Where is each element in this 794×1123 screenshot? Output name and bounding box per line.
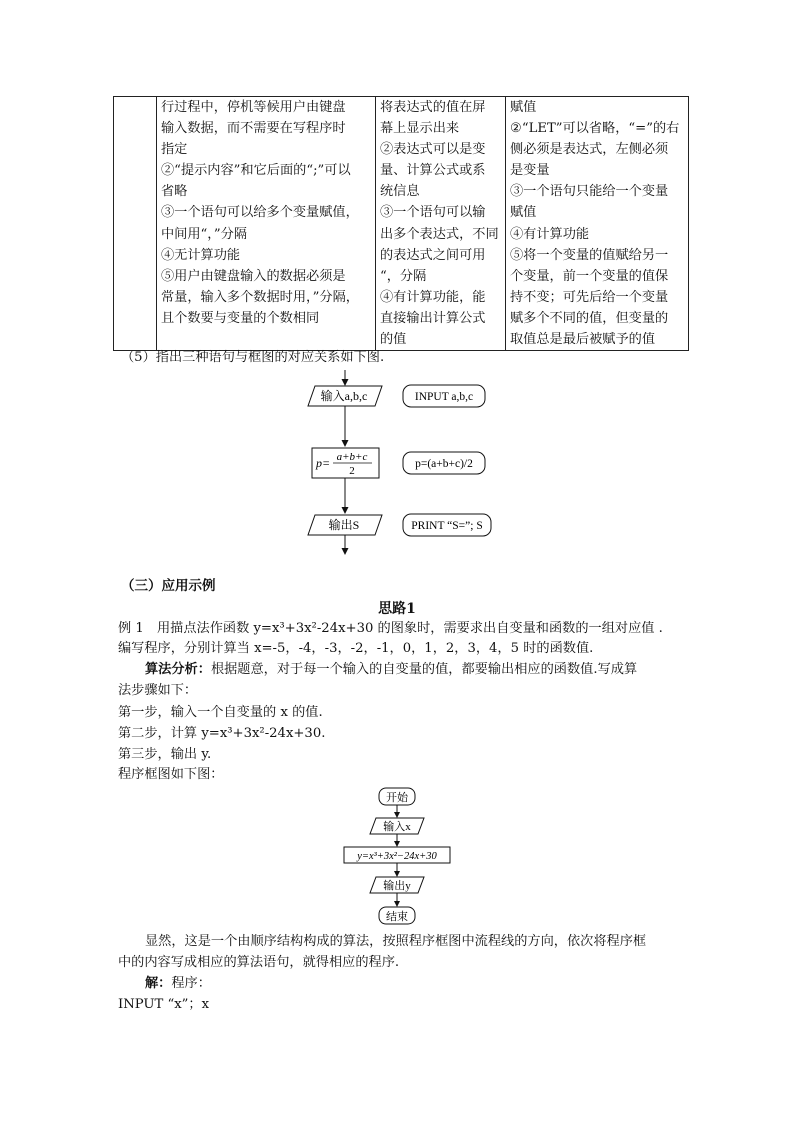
cell-line: 常量，输入多个数据时用，”分隔， <box>161 289 359 305</box>
cell-line: ③一个语句只能给一个变量 <box>510 184 669 200</box>
cell-line: ③一个语句可以给多个变量赋值， <box>161 205 359 221</box>
cell-line: 且个数要与变量的个数相同 <box>161 310 320 326</box>
cell-line: 出多个表达式，不同 <box>380 226 499 242</box>
cell-line: ⑤将一个变量的值赋给另一 <box>510 247 669 263</box>
cell-line: 指定 <box>161 142 188 158</box>
solution-label: 解： <box>145 976 172 991</box>
input-label: 输入x <box>383 821 411 833</box>
chart-intro: 程序框图如下图： <box>118 767 224 782</box>
input-box-label: 输入a,b,c <box>320 389 368 403</box>
analysis-label: 算法分析： <box>145 662 211 677</box>
cell-line: 量、计算公式或系 <box>380 163 486 179</box>
step1: 第一步，输入一个自变量的 x 的值. <box>118 705 323 720</box>
cell-line: 赋多个不同的值，但变量的 <box>510 310 669 326</box>
table-cell-empty <box>114 97 157 351</box>
assign-statement: p=(a+b+c)/2 <box>415 458 473 470</box>
analysis-text: 根据题意，对于每一个输入的自变量的值，都要输出相应的函数值.写成算 <box>210 662 638 677</box>
calc-lhs: p= <box>316 456 331 470</box>
cell-line: ⑤用户由键盘输入的数据必须是 <box>161 268 346 284</box>
analysis-line <box>145 660 637 680</box>
statement-comparison-table <box>113 96 689 351</box>
table-cell-input-notes <box>157 97 376 351</box>
table-row <box>114 97 689 351</box>
cell-line: “，分隔 <box>380 268 427 284</box>
input-statement: INPUT a,b,c <box>414 391 474 403</box>
cell-line: ③一个语句可以输 <box>380 205 486 221</box>
output-box-label: 输出S <box>328 518 360 532</box>
cell-line: 中间用“，”分隔 <box>161 226 248 242</box>
program-flowchart <box>336 784 456 929</box>
example-line1: 例 1 用描点法作函数 y=x³+3x²-24x+30 的图象时，需要求出自变量和函数的一组对应值 . <box>118 621 663 636</box>
cell-line: ②“LET”可以省略，“=”的右 <box>510 121 680 137</box>
cell-line: 赋值 <box>510 205 537 221</box>
cell-line: ④无计算功能 <box>161 247 241 263</box>
table-cell-assign-notes <box>506 97 689 351</box>
cell-line: 赋值 <box>510 100 537 115</box>
cell-line: 个变量，前一个变量的值保 <box>510 268 669 284</box>
cell-line: 是变量 <box>510 163 550 179</box>
cell-line: 统信息 <box>380 184 420 200</box>
cell-line: 的表达式之间可用 <box>380 247 486 263</box>
cell-line: 持不变；可先后给一个变量 <box>510 289 669 305</box>
cell-line: ②“提示内容”和它后面的“;”可以 <box>161 163 351 179</box>
cell-line: ②表达式可以是变 <box>380 142 486 158</box>
step2: 第二步，计算 y=x³+3x²-24x+30. <box>118 726 326 741</box>
idea-title: 思路1 <box>378 601 416 617</box>
code-line1: INPUT “x”；x <box>118 997 210 1012</box>
solution-line <box>145 974 211 994</box>
table-cell-print-notes <box>376 97 506 351</box>
cell-line: 行过程中，停机等候用户由键盘 <box>161 100 346 115</box>
cell-line: 将表达式的值在屏 <box>380 100 486 115</box>
calc-denominator: 2 <box>349 465 355 477</box>
cell-line: 输入数据，而不需要在写程序时 <box>161 121 346 137</box>
cell-line: 取值总是最后被赋予的值 <box>510 332 656 348</box>
analysis-line2: 法步骤如下： <box>118 683 198 698</box>
conclusion-line2: 中的内容写成相应的算法语句，就得相应的程序. <box>118 955 400 970</box>
section3-heading: （三）应用示例 <box>121 578 216 594</box>
cell-line: 幕上显示出来 <box>380 121 460 137</box>
start-label: 开始 <box>386 792 408 804</box>
conclusion-line1: 显然，这是一个由顺序结构构成的算法，按照程序框图中流程线的方向，依次将程序框 <box>145 934 647 949</box>
output-label: 输出y <box>383 880 411 892</box>
section5-text: （5）指出三种语句与框图的对应关系如下图. <box>121 350 385 365</box>
solution-text: 程序： <box>171 976 211 991</box>
print-statement: PRINT “S=”; S <box>411 520 483 532</box>
cell-line: ④有计算功能，能 <box>380 289 486 305</box>
calc-numerator: a+b+c <box>336 451 368 463</box>
cell-line: 直接输出计算公式 <box>380 310 486 326</box>
example-line2: 编写程序，分别计算当 x=-5，-4，-3，-2，-1，0，1，2，3，4，5 时的函数值. <box>118 641 594 656</box>
step3: 第三步，输出 y. <box>118 747 212 762</box>
end-label: 结束 <box>386 911 408 923</box>
cell-line: ④有计算功能 <box>510 226 590 242</box>
cell-line: 的值 <box>380 332 407 348</box>
calc-label: y=x³+3x²−24x+30 <box>357 851 437 862</box>
cell-line: 侧必须是表达式，左侧必须 <box>510 142 669 158</box>
statement-flowchart <box>290 368 500 558</box>
cell-line: 省略 <box>161 184 188 200</box>
